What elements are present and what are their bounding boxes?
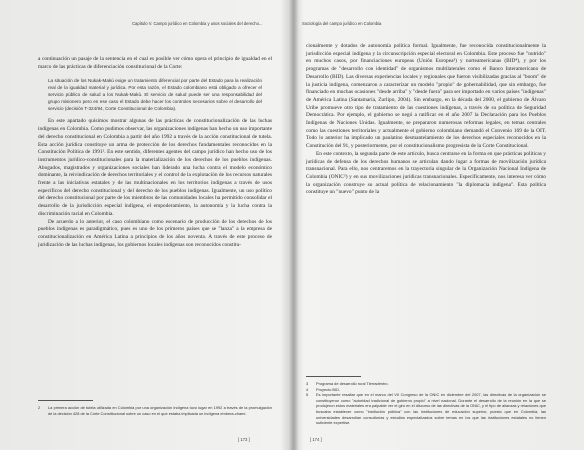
paragraph: a continuación un pasaje de la sentencia en el cual es posible ver cómo opera el principio de igualdad en el marco de las prácticas de diferenciación constitucional de la Corte: (38, 56, 272, 70)
footnote-text: Programa de desarrollo rural Tierradentro. (316, 381, 389, 386)
paragraph: En este apartado quisimos mostrar algunas de las prácticas de constitucionalización de las luchas indígenas en Colombia. Como pudimos observar, las organizaciones indígenas han hecho un uso importante del derecho constitucional en Colombia a partir del año 1992 a través de la acción constitucional de tutela. Esta acción jurídica constituye un arma de protección de los derechos fundamentales reconocidos en la Constitución Política de 1991². En este sentido, diferentes agentes del campo jurídico han hecho uso de los instrumentos jurídico-constitucionales para la materialización de los derechos de los pueblos indígenas. Abogados, magistrados y organizaciones sociales han liderado una lucha contra el modelo económico dominante, la reivindicación de derechos territoriales y el control de la explotación de los recursos naturales frente a las iniciativas estatales y de las multinacionales en los territorios indígenas a través de usos específicos del derecho constitucional y del derecho de los pueblos indígenas. Igualmente, un uso político del derecho constitucional por parte de los miembros de las comunidades locales ha permitido consolidar el desarrollo de la jurisdicción especial indígena, el empoderamiento, la autonomía y la lucha contra la discriminación racial en Colombia. (38, 118, 272, 217)
block-quote: La situación de los Nukak-Makú exige un tratamiento diferencial por parte del Estado para la realización real de la igualdad material y jurídica. Por esta razón, el Estado colombiano está obligado a ofrecer el servicio público de salud a los Nukak-Makú. El servicio de salud puede ser una responsabilidad del grupo misionero pero en ese caso el Estado debe hacer los controles necesarios sobre el desarrollo del servicio (decisión T-324/94, Corte Constitucional de Colombia). (48, 78, 262, 112)
footnote-rule (306, 376, 361, 377)
footnote (38, 405, 272, 416)
left-page (0, 0, 290, 450)
paragraph: En este contexto, la segunda parte de este artículo, busca centrarse en la forma en que prácticas políticas y jurídicas de defensa de los derechos humanos se articulan dando lugar a formas de movilización jurídica transnacional. Para ello, nos centraremos en la trayectoria singular de la Organización Nacional Indígena de Colombia (ONIC⁵) y en sus movilizaciones jurídicas transnacionales. Específicamente, nos interesa ver cómo la organización construye su actual política de relacionamiento "la diplomacia indígena". Esta política constituye un "nuevo" punto de la (306, 150, 546, 196)
paragraph: cionalmente y dotados de autonomía política formal. Igualmente, fue reconocida constitucionalmente la jurisdicción especial indígena y la circunscripción especial electoral en Colombia. Este proceso fue "nutrido" en muchos casos, por financiaciones europeas (Unión Europea³) y norteamericanas (BID⁴), y por los programas de "desarrollo con identidad" de organismos multilaterales como el Banco Interamericano de Desarrollo (BID). Las diversas experiencias locales y regionales que fueron visibilizadas gracias al "boom" de la justicia indígena, comenzaron a caracterizar un modelo "propio" de gobernabilidad, que sin embargo, fue financiado en muchas ocasiones "desde arriba" y "desde fuera" para ser importado en varios países "indígenas" de América Latina (Santamaría, Zurlipo, 2004). Sin embargo, en la década del 2000, el gobierno de Álvaro Uribe promueve otro tipo de tratamiento de las cuestiones indígenas, a través de su política de Seguridad Democrática. Por ejemplo, el gobierno se negó a ratificar en el año 2007 la Declaración para los Pueblos Indígenas de Naciones Unidas. Igualmente, se prepararon numerosas reformas legales, en temas centrales como las cuestiones territoriales y actualmente el gobierno colombiano demandó el Convenio 169 de la OIT. Todo lo anterior ha implicado un paulatino desmantelamiento de los derechos especiales reconocidos en la Constitución del 91, y posteriormente, por el constitucionalismo progresista de la Corte Constitucional. (306, 43, 546, 150)
right-page (296, 0, 584, 450)
body-text (38, 56, 272, 249)
footnotes (306, 381, 546, 426)
body-text (306, 43, 546, 197)
paragraph: De acuerdo a lo anterior, el caso colombiano como escenario de producción de los derechos de los pueblos indígenas es paradigmático, pues es uno de los primeros países que se "lanza" a la empresa de constitucionalización en América Latina a principios de los años noventa. A través de este proceso de juridización de las luchas indígenas, los gobiernos locales indígenas son reconocidos constitu- (38, 218, 272, 248)
footnote-text: La primera acción de tutela utilizada en Colombia por una organización indígena tuvo lugar en 1992 a través de la promulgación de la decisión 428 de la Corte Constitucional sobre un caso en el que estaba implicada un indígena embera-chamí. (48, 405, 272, 416)
page-number: [ 173 ] (238, 437, 250, 442)
page-number: [ 174 ] (310, 437, 322, 442)
footnote-rule (38, 400, 93, 401)
running-header: Sociología del campo jurídico en Colombia (302, 21, 382, 26)
footnote-number: 4 (306, 386, 309, 392)
footnote-number: 5 (306, 392, 309, 398)
footnote-text: Es importante resaltar que en el marco del VII Congreso de la ONIC en diciembre del 2007, las directivas de la organización se constituyeron como "autoridad tradicional de gobierno propio" a nivel nacional. Durante el desarrollo de la reunión en la que se produjeron estos materiales era palpable ver el giro en el discurso de las directivas de la ONIC, y el tipo de alianzas y relaciones que buscaba establecer como "institución pública" con las instituciones de educación superior, puesto que en Colombia, las universidades desarrollan consultorías y estudios especializados sobre temas en los que las instituciones estatales no tienen suficiente expertise. (316, 392, 546, 426)
footnote-text: Proyecto BID. (316, 386, 341, 392)
footnote-number: 3 (306, 381, 309, 386)
footnote (306, 392, 546, 426)
running-header: Capítulo V. Campo jurídico en Colombia y usos sociales del derecho... (132, 21, 263, 26)
footnotes (38, 405, 272, 416)
footnote-number: 2 (38, 405, 41, 410)
